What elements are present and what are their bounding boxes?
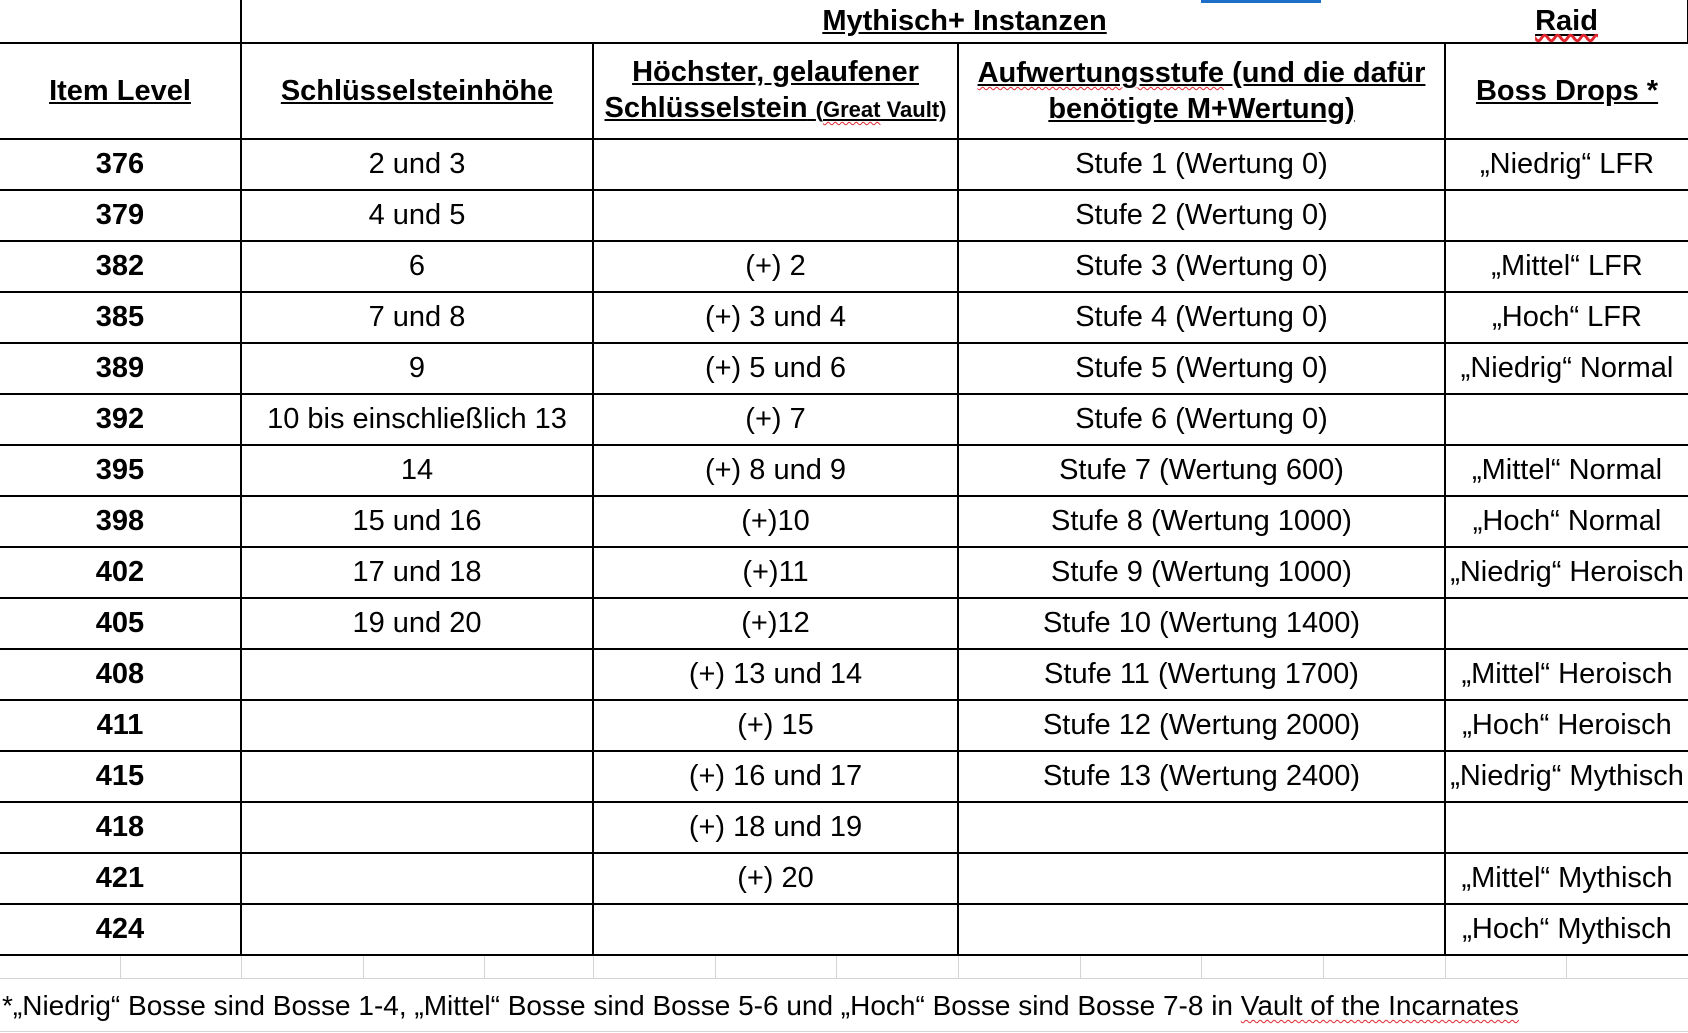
keystone-cell[interactable]	[241, 700, 593, 751]
highest-keystone-cell[interactable]	[593, 190, 958, 241]
highest-keystone-cell-value: (+)10	[741, 505, 810, 537]
highest-keystone-cell-value: (+) 16 und 17	[688, 760, 863, 792]
upgrade-level-cell[interactable]	[958, 139, 1445, 190]
upgrade-level-cell-value: Stufe 13 (Wertung 2400)	[1042, 760, 1361, 792]
boss-drops-cell[interactable]	[1445, 904, 1688, 955]
boss-drops-cell[interactable]	[1445, 496, 1688, 547]
boss-drops-cell[interactable]	[1445, 751, 1688, 802]
highest-keystone-cell-value: (+) 3 und 4	[704, 301, 847, 333]
item-level-cell[interactable]	[0, 394, 241, 445]
keystone-cell-value: 9	[408, 352, 426, 384]
highest-keystone-cell[interactable]	[593, 496, 958, 547]
highest-keystone-cell[interactable]	[593, 904, 958, 955]
header-highest-line1: Höchster, gelaufener	[632, 56, 919, 88]
item-level-cell-value: 415	[95, 760, 145, 792]
boss-drops-cell[interactable]	[1445, 190, 1688, 241]
item-level-cell[interactable]	[0, 649, 241, 700]
table-row	[0, 394, 1688, 445]
table-row	[0, 139, 1688, 190]
keystone-cell-value: 14	[400, 454, 434, 486]
boss-drops-cell-value: „Mittel“ LFR	[1491, 250, 1643, 282]
item-level-cell[interactable]	[0, 496, 241, 547]
item-level-cell-value: 395	[95, 454, 145, 486]
footnote-text: *„Niedrig“ Bosse sind Bosse 1-4, „Mittel“ Bosse sind Bosse 5-6 und „Hoch“ Bosse sind Bosse 7-8 in	[2, 990, 1241, 1021]
highest-keystone-cell[interactable]	[593, 139, 958, 190]
table-row	[0, 547, 1688, 598]
item-level-cell[interactable]	[0, 751, 241, 802]
boss-drops-cell-value: „Hoch“ Normal	[1472, 505, 1662, 537]
upgrade-level-cell[interactable]	[958, 241, 1445, 292]
item-level-cell-value: 421	[95, 862, 145, 894]
upgrade-level-cell-value: Stufe 9 (Wertung 1000)	[1051, 556, 1352, 588]
table-row	[0, 445, 1688, 496]
header-item-level-label: Item Level	[49, 75, 191, 107]
header-keystone-label: Schlüsselsteinhöhe	[280, 75, 554, 107]
upgrade-level-cell[interactable]	[958, 751, 1445, 802]
header-keystone[interactable]	[241, 43, 593, 139]
keystone-cell[interactable]	[241, 802, 593, 853]
header-item-level[interactable]	[0, 43, 241, 139]
boss-drops-cell[interactable]	[1445, 445, 1688, 496]
keystone-cell[interactable]	[241, 547, 593, 598]
boss-drops-cell[interactable]	[1445, 139, 1688, 190]
upgrade-level-cell[interactable]	[958, 598, 1445, 649]
highest-keystone-cell-value: (+) 2	[745, 250, 806, 282]
highest-keystone-cell-value: (+) 13 und 14	[688, 658, 863, 690]
group-raid-cell[interactable]	[1445, 0, 1688, 42]
highest-keystone-cell[interactable]	[593, 598, 958, 649]
header-upgrade-word: Aufwertungsstufe	[977, 57, 1225, 89]
highest-keystone-cell-value: (+) 15	[737, 709, 814, 741]
item-level-cell-value: 418	[95, 811, 145, 843]
boss-drops-cell-value: „Hoch“ Mythisch	[1462, 913, 1672, 945]
item-level-cell-value: 385	[95, 301, 145, 333]
item-level-cell[interactable]	[0, 241, 241, 292]
item-level-cell-value: 402	[95, 556, 145, 588]
boss-drops-cell[interactable]	[1445, 649, 1688, 700]
item-level-cell-value: 398	[95, 505, 145, 537]
upgrade-level-cell-value: Stufe 4 (Wertung 0)	[1075, 301, 1328, 333]
table-row	[0, 904, 1688, 955]
item-level-cell[interactable]	[0, 292, 241, 343]
upgrade-level-cell[interactable]	[958, 394, 1445, 445]
highest-keystone-cell[interactable]	[593, 649, 958, 700]
keystone-cell-value: 2 und 3	[368, 148, 466, 180]
upgrade-level-cell-value: Stufe 8 (Wertung 1000)	[1051, 505, 1352, 537]
upgrade-level-cell[interactable]	[958, 190, 1445, 241]
item-level-cell[interactable]	[0, 343, 241, 394]
item-level-cell-value: 382	[95, 250, 145, 282]
item-level-cell[interactable]	[0, 139, 241, 190]
highest-keystone-cell-value: (+) 5 und 6	[704, 352, 847, 384]
table-row	[0, 853, 1688, 904]
footnote	[2, 990, 1519, 1022]
item-level-cell-value: 424	[95, 913, 145, 945]
footnote-raid-name: Vault of the Incarnates	[1240, 990, 1519, 1021]
highest-keystone-cell-value: (+)12	[741, 607, 810, 639]
boss-drops-cell[interactable]	[1445, 547, 1688, 598]
table-row	[0, 190, 1688, 241]
group-raid-title	[1535, 5, 1598, 38]
keystone-cell[interactable]	[241, 241, 593, 292]
item-level-cell[interactable]	[0, 700, 241, 751]
item-level-cell-value: 411	[96, 709, 144, 741]
empty-header-cell[interactable]	[0, 0, 241, 43]
keystone-cell[interactable]	[241, 139, 593, 190]
keystone-cell-value: 6	[408, 250, 426, 282]
great-vault-word: Great	[822, 97, 881, 122]
boss-drops-cell-value: „Hoch“ Heroisch	[1462, 709, 1672, 741]
keystone-cell-value: 17 und 18	[352, 556, 482, 588]
header-highest-keystone[interactable]	[593, 43, 958, 139]
upgrade-level-cell-value: Stufe 10 (Wertung 1400)	[1042, 607, 1361, 639]
upgrade-level-cell[interactable]	[958, 496, 1445, 547]
group-raid-label: Raid	[1535, 4, 1598, 37]
upgrade-level-cell-value: Stufe 12 (Wertung 2000)	[1042, 709, 1361, 741]
highest-keystone-cell[interactable]	[593, 802, 958, 853]
table-row	[0, 292, 1688, 343]
upgrade-level-cell[interactable]	[958, 700, 1445, 751]
table-row	[0, 496, 1688, 547]
header-upgrade-level[interactable]	[958, 43, 1445, 139]
table-row	[0, 700, 1688, 751]
boss-drops-cell-value: „Hoch“ LFR	[1492, 301, 1642, 333]
boss-drops-cell[interactable]	[1445, 802, 1688, 853]
item-level-cell-value: 405	[95, 607, 145, 639]
keystone-cell[interactable]	[241, 649, 593, 700]
header-highest-vault: (Great Vault)	[815, 97, 947, 122]
table-row	[0, 751, 1688, 802]
group-mythic-title: Mythisch+ Instanzen	[822, 4, 1107, 37]
boss-drops-cell-value: „Niedrig“ LFR	[1480, 148, 1655, 180]
upgrade-level-cell-value: Stufe 11 (Wertung 1700)	[1044, 658, 1359, 690]
boss-drops-cell[interactable]	[1445, 700, 1688, 751]
header-highest-line2: Schlüsselstein	[604, 92, 808, 124]
keystone-cell[interactable]	[241, 496, 593, 547]
keystone-cell[interactable]	[241, 190, 593, 241]
highest-keystone-cell[interactable]	[593, 241, 958, 292]
item-level-cell[interactable]	[0, 190, 241, 241]
upgrade-level-cell[interactable]	[958, 445, 1445, 496]
item-level-cell[interactable]	[0, 445, 241, 496]
highest-keystone-cell[interactable]	[593, 751, 958, 802]
group-header-row	[0, 0, 1688, 43]
boss-drops-cell[interactable]	[1445, 343, 1688, 394]
column-header-row	[0, 43, 1688, 139]
highest-keystone-cell-value: (+) 8 und 9	[704, 454, 847, 486]
upgrade-level-cell-value: Stufe 5 (Wertung 0)	[1075, 352, 1328, 384]
header-boss-drops[interactable]	[1445, 43, 1688, 139]
highest-keystone-cell[interactable]	[593, 547, 958, 598]
upgrade-level-cell-value: Stufe 1 (Wertung 0)	[1075, 148, 1328, 180]
keystone-cell[interactable]	[241, 394, 593, 445]
upgrade-level-cell[interactable]	[958, 853, 1445, 904]
boss-drops-cell[interactable]	[1445, 853, 1688, 904]
table-row	[0, 802, 1688, 853]
keystone-cell[interactable]	[241, 598, 593, 649]
upgrade-level-cell[interactable]	[958, 904, 1445, 955]
keystone-cell[interactable]	[241, 343, 593, 394]
keystone-cell[interactable]	[241, 445, 593, 496]
item-level-cell[interactable]	[0, 802, 241, 853]
boss-drops-cell-value: „Mittel“ Heroisch	[1461, 658, 1673, 690]
upgrade-level-cell[interactable]	[958, 343, 1445, 394]
highest-keystone-cell[interactable]	[593, 700, 958, 751]
header-upgrade-line2: benötigte M+Wertung)	[1048, 93, 1355, 125]
item-level-cell-value: 379	[95, 199, 145, 231]
table-row	[0, 598, 1688, 649]
keystone-cell[interactable]	[241, 904, 593, 955]
keystone-cell-value: 15 und 16	[352, 505, 482, 537]
item-level-cell-value: 389	[95, 352, 145, 384]
boss-drops-cell[interactable]	[1445, 292, 1688, 343]
item-level-cell-value: 408	[95, 658, 145, 690]
upgrade-level-cell[interactable]	[958, 547, 1445, 598]
boss-drops-cell[interactable]	[1445, 394, 1688, 445]
table-row	[0, 649, 1688, 700]
boss-drops-cell[interactable]	[1445, 598, 1688, 649]
table-row	[0, 241, 1688, 292]
highest-keystone-cell[interactable]	[593, 394, 958, 445]
item-level-cell[interactable]	[0, 598, 241, 649]
boss-drops-cell-value: „Niedrig“ Mythisch	[1450, 760, 1684, 792]
upgrade-level-cell-value: Stufe 7 (Wertung 600)	[1059, 454, 1344, 486]
item-level-cell-value: 392	[95, 403, 145, 435]
upgrade-level-cell-value: Stufe 3 (Wertung 0)	[1075, 250, 1328, 282]
highest-keystone-cell[interactable]	[593, 292, 958, 343]
keystone-cell-value: 10 bis einschließlich 13	[267, 403, 567, 435]
upgrade-level-cell[interactable]	[958, 802, 1445, 853]
upgrade-level-cell-value: Stufe 2 (Wertung 0)	[1075, 199, 1328, 231]
highest-keystone-cell-value: (+) 18 und 19	[688, 811, 863, 843]
item-level-cell-value: 376	[95, 148, 145, 180]
item-level-cell[interactable]	[0, 547, 241, 598]
boss-drops-cell-value: „Niedrig“ Normal	[1460, 352, 1674, 384]
item-level-cell[interactable]	[0, 904, 241, 955]
header-upgrade-rest: (und die dafür	[1224, 57, 1426, 89]
highest-keystone-cell-value: (+) 7	[745, 403, 806, 435]
keystone-cell-value: 4 und 5	[368, 199, 466, 231]
boss-drops-cell-value: „Mittel“ Normal	[1471, 454, 1663, 486]
highest-keystone-cell[interactable]	[593, 343, 958, 394]
highest-keystone-cell[interactable]	[593, 445, 958, 496]
table-row	[0, 343, 1688, 394]
header-boss-drops-label: Boss Drops *	[1475, 75, 1659, 107]
upgrade-level-cell-value: Stufe 6 (Wertung 0)	[1075, 403, 1328, 435]
keystone-cell-value: 7 und 8	[368, 301, 466, 333]
upgrade-level-cell[interactable]	[958, 649, 1445, 700]
boss-drops-cell[interactable]	[1445, 241, 1688, 292]
upgrade-level-cell[interactable]	[958, 292, 1445, 343]
highest-keystone-cell[interactable]	[593, 853, 958, 904]
keystone-cell-value: 19 und 20	[352, 607, 482, 639]
item-level-cell[interactable]	[0, 853, 241, 904]
boss-drops-cell-value: „Niedrig“ Heroisch	[1450, 556, 1684, 588]
keystone-cell[interactable]	[241, 853, 593, 904]
keystone-cell[interactable]	[241, 751, 593, 802]
highest-keystone-cell-value: (+)11	[742, 556, 809, 588]
keystone-cell[interactable]	[241, 292, 593, 343]
highest-keystone-cell-value: (+) 20	[737, 862, 814, 894]
boss-drops-cell-value: „Mittel“ Mythisch	[1461, 862, 1673, 894]
